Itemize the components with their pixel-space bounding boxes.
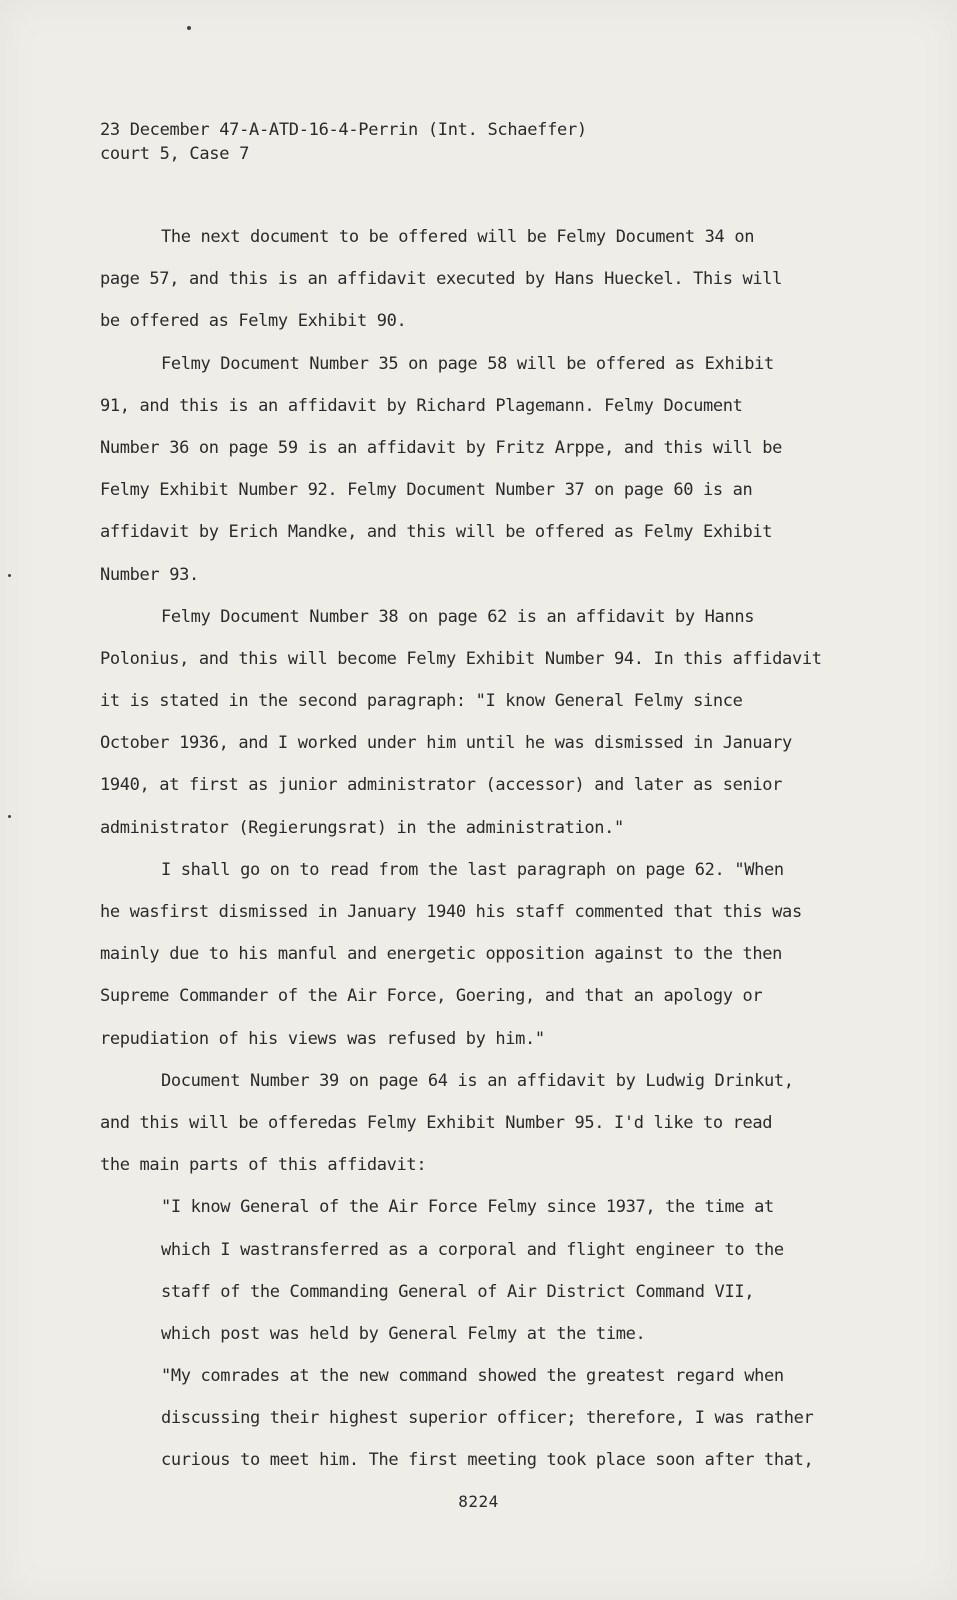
quoted-line: discussing their highest superior officer; therefore, I was rather [161, 1408, 814, 1429]
quoted-line: curious to meet him. The first meeting took place soon after that, [161, 1450, 814, 1471]
quoted-line: "I know General of the Air Force Felmy since 1937, the time at [161, 1197, 774, 1218]
header-court-line: court 5, Case 7 [100, 144, 250, 164]
text-line: mainly due to his manful and energetic opposition against to the then [100, 944, 783, 965]
text-line: Number 93. [100, 564, 199, 585]
header-reference-line: 23 December 47-A-ATD-16-4-Perrin (Int. Schaeffer) [100, 120, 587, 140]
edge-mark [8, 574, 11, 577]
edge-mark [8, 815, 11, 818]
quoted-line: which I wastransferred as a corporal and flight engineer to the [161, 1239, 784, 1260]
text-line: page 57, and this is an affidavit executed by Hans Hueckel. This will [100, 269, 783, 290]
text-line: Polonius, and this will become Felmy Exhibit Number 94. In this affidavit [100, 648, 822, 669]
text-line: Felmy Document Number 38 on page 62 is an affidavit by Hanns [161, 606, 755, 627]
text-line: Felmy Document Number 35 on page 58 will be offered as Exhibit [161, 353, 774, 374]
document-header [100, 118, 587, 166]
text-line: Number 36 on page 59 is an affidavit by Fritz Arppe, and this will be [100, 437, 783, 458]
text-line: The next document to be offered will be Felmy Document 34 on [161, 227, 755, 247]
quoted-line: "My comrades at the new command showed the greatest regard when [161, 1366, 784, 1387]
text-line: it is stated in the second paragraph: "I know General Felmy since [100, 691, 743, 712]
text-line: 91, and this is an affidavit by Richard Plagemann. Felmy Document [100, 395, 743, 416]
text-line: affidavit by Erich Mandke, and this will be offered as Felmy Exhibit [100, 522, 773, 543]
text-line: and this will be offeredas Felmy Exhibit Number 95. I'd like to read [100, 1112, 773, 1133]
text-line: administrator (Regierungsrat) in the administration." [100, 817, 624, 838]
punch-mark [187, 26, 191, 30]
quoted-line: which post was held by General Felmy at the time. [161, 1323, 646, 1344]
text-line: October 1936, and I worked under him until he was dismissed in January [100, 733, 792, 754]
transcript-body [100, 222, 860, 1488]
text-line: the main parts of this affidavit: [100, 1155, 427, 1176]
text-line: I shall go on to read from the last paragraph on page 62. "When [161, 859, 784, 880]
text-line: Supreme Commander of the Air Force, Goering, and that an apology or [100, 986, 763, 1007]
quoted-line: staff of the Commanding General of Air District Command VII, [161, 1281, 755, 1302]
text-line: he wasfirst dismissed in January 1940 his staff commented that this was [100, 902, 802, 922]
text-line: Document Number 39 on page 64 is an affidavit by Ludwig Drinkut, [161, 1070, 794, 1091]
text-line: be offered as Felmy Exhibit 90. [100, 311, 407, 332]
page-number: 8224 [458, 1492, 499, 1511]
text-line: 1940, at first as junior administrator (accessor) and later as senior [100, 775, 783, 796]
text-line: repudiation of his views was refused by him." [100, 1028, 545, 1049]
text-line: Felmy Exhibit Number 92. Felmy Document Number 37 on page 60 is an [100, 480, 753, 501]
